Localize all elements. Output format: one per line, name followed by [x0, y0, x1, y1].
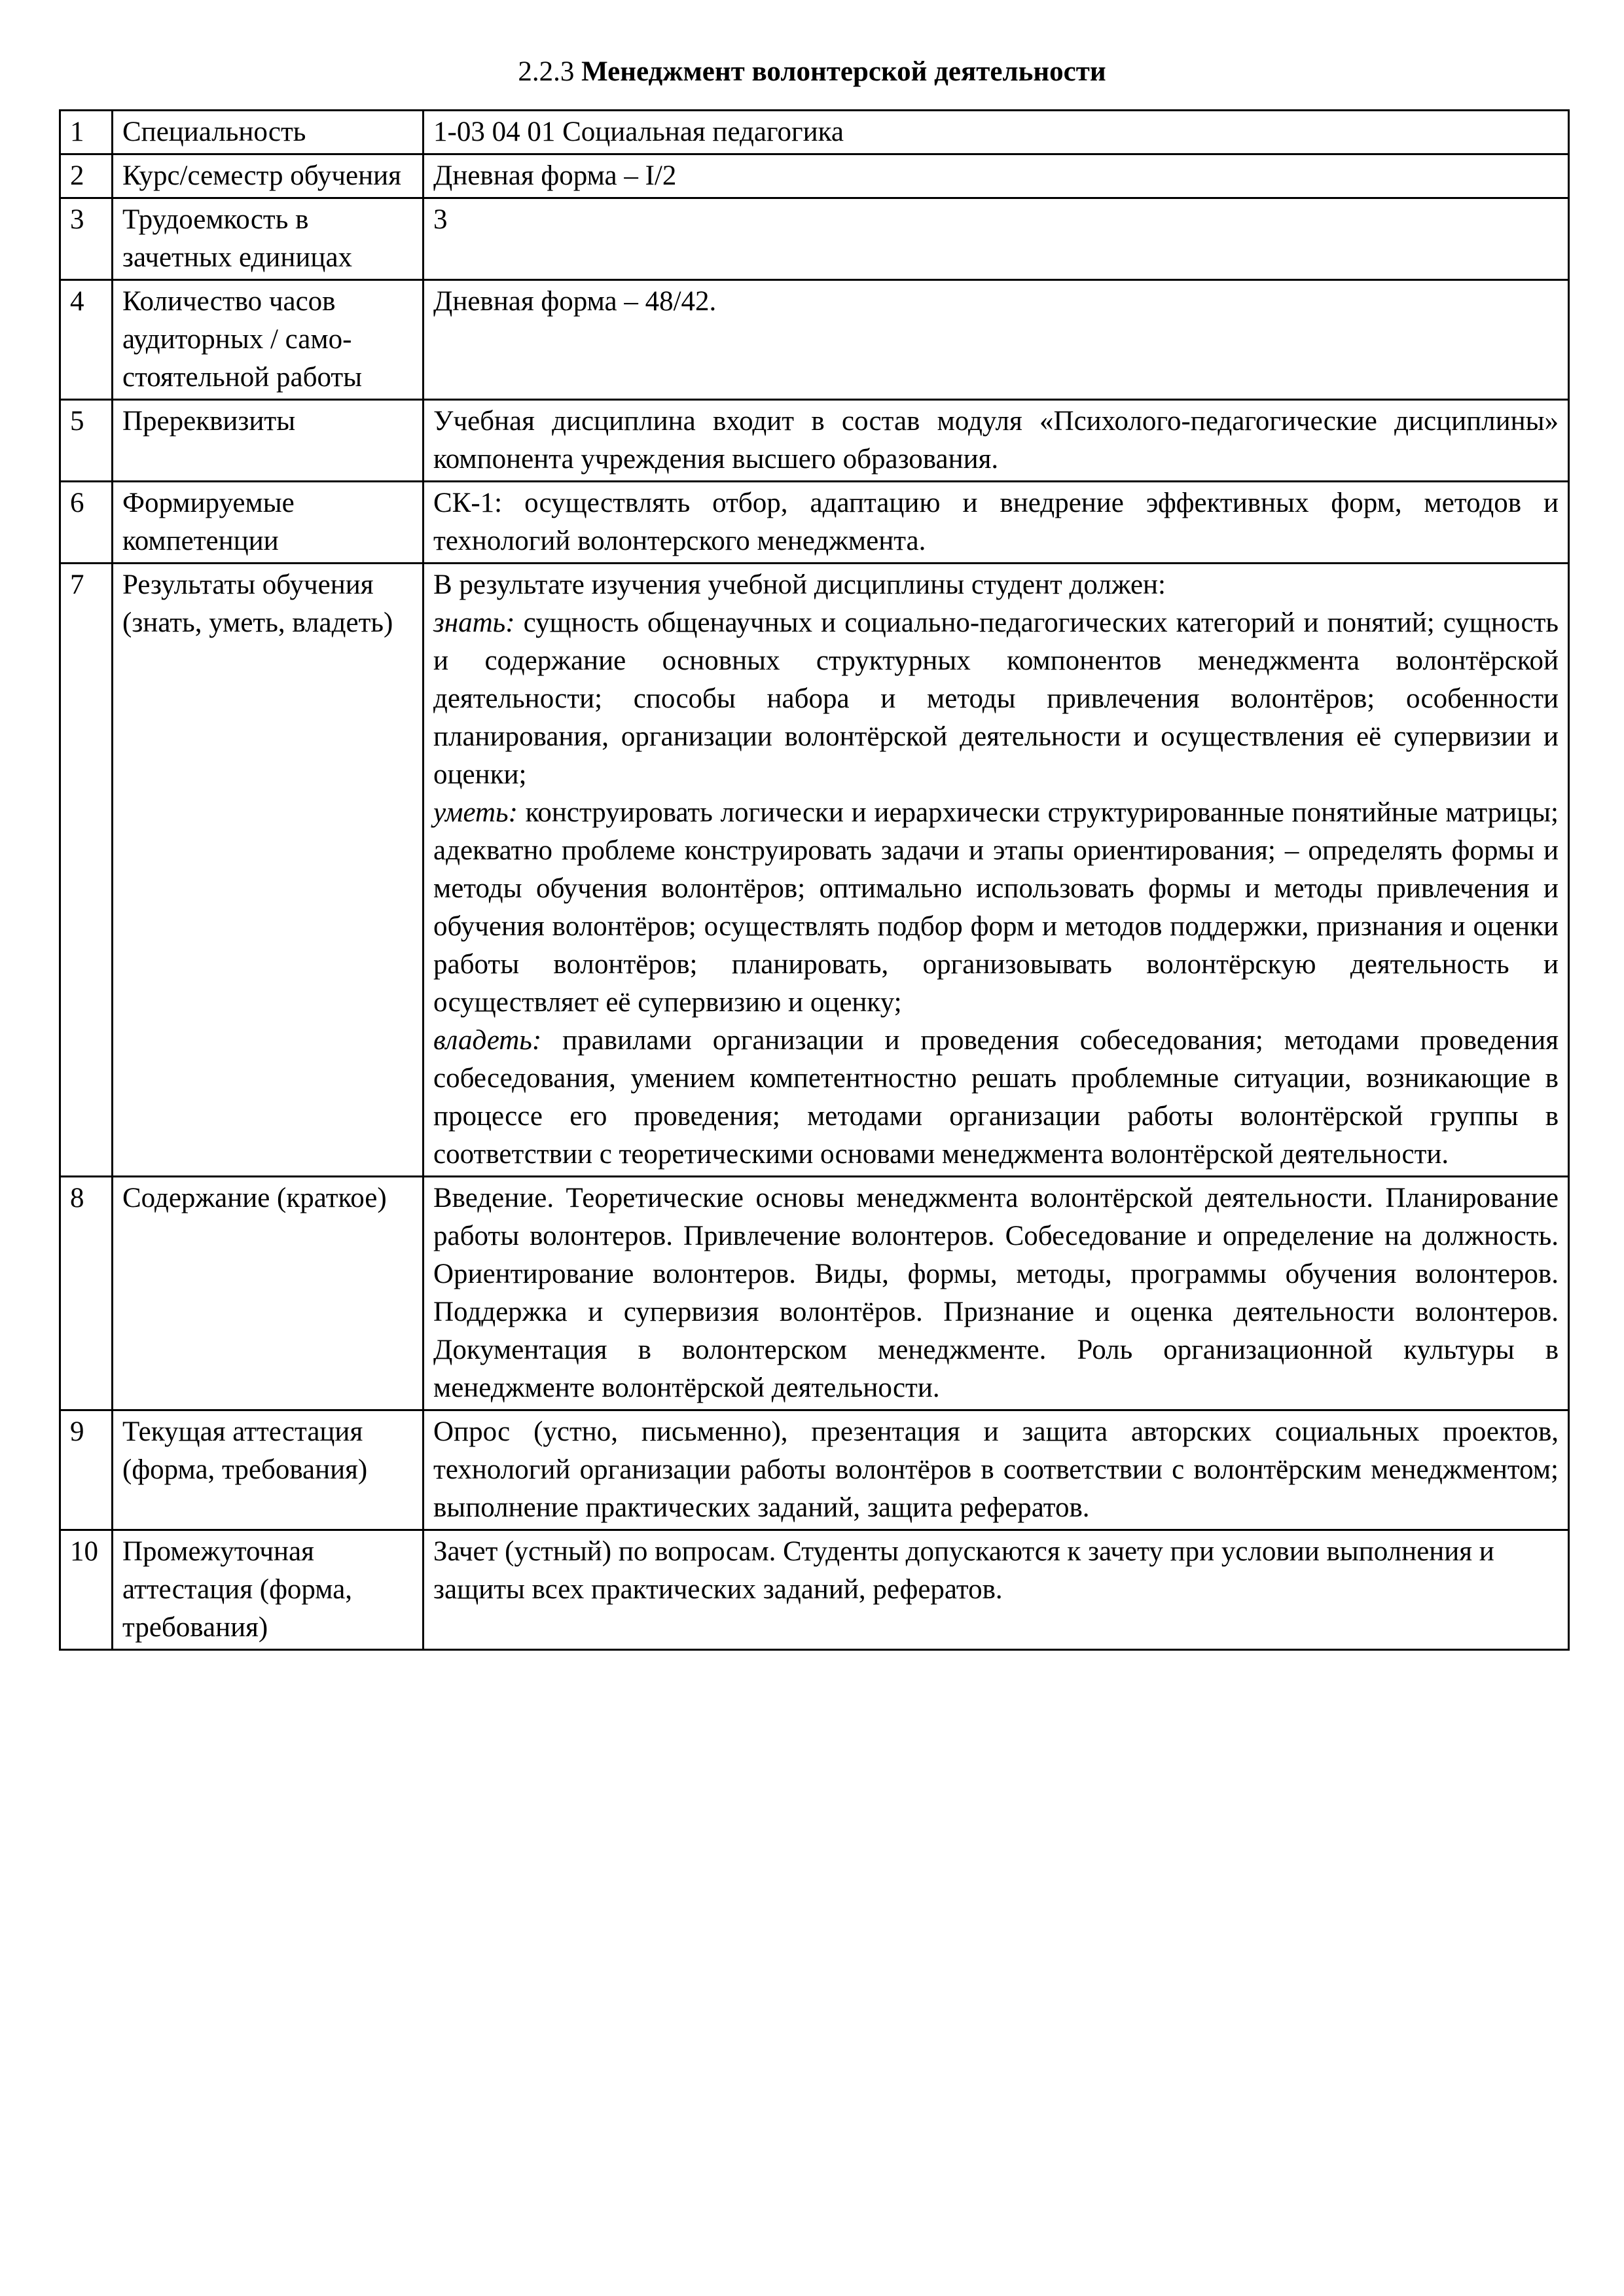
table-row [60, 1177, 1569, 1410]
row-label: Трудоемкость в зачетных единицах [113, 198, 424, 280]
table-row [60, 400, 1569, 482]
row-value: Опрос (устно, письменно), презентация и защита авторских социальных проектов, технологий организации работы волонтёров в соответствии с волонтёрским менеджментом; выполнение практических заданий, защита рефератов. [424, 1410, 1569, 1530]
row-value: Зачет (устный) по вопросам. Студенты допускаются к зачету при условии выполнения и защиты всех практических заданий, рефератов. [424, 1530, 1569, 1650]
row-number: 2 [60, 154, 113, 198]
own-text: правилами организации и проведения собеседования; методами проведения собеседования, умением компетентностно решать проблемные ситуации, возникающие в процессе его проведения; методами организации работы волонтёрской группы в соответствии с теоретическими основами менеджмента волонтёрской деятельности. [433, 1025, 1559, 1170]
row-label: Текущая аттестация (форма, требования) [113, 1410, 424, 1530]
row-value: 1-03 04 01 Социальная педагогика [424, 111, 1569, 154]
table-row [60, 154, 1569, 198]
row-value: Дневная форма – I/2 [424, 154, 1569, 198]
row-number: 4 [60, 280, 113, 400]
row-label: Количество часов аудиторных / само-стоятельной работы [113, 280, 424, 400]
can-label: уметь: [433, 797, 518, 828]
row-value: СК-1: осуществлять отбор, адаптацию и внедрение эффективных форм, методов и технологий волонтерского менеджмента. [424, 482, 1569, 564]
section-title: Менеджмент волонтерской деятельности [581, 56, 1106, 87]
row-number: 5 [60, 400, 113, 482]
table-row [60, 111, 1569, 154]
table-row [60, 198, 1569, 280]
own-label: владеть: [433, 1025, 542, 1056]
row-label: Промежуточная аттестация (форма, требования) [113, 1530, 424, 1650]
row-number: 6 [60, 482, 113, 564]
table-row [60, 482, 1569, 564]
table-row [60, 1410, 1569, 1530]
can-text: конструировать логически и иерархически структурированные понятийные матрицы; адекватно проблеме конструировать задачи и этапы ориентирования; – определять формы и методы обучения волонтёров; оптимально использовать формы и методы привлечения и обучения волонтёров; осуществлять подбор форм и методов поддержки, признания и оценки работы волонтёров; планировать, организовывать волонтёрскую деятельность и осуществляет её супервизию и оценку; [433, 797, 1559, 1018]
know-label: знать: [433, 607, 515, 638]
row-value: 3 [424, 198, 1569, 280]
results-own [433, 1022, 1559, 1174]
page-heading [0, 52, 1624, 92]
row-label: Курс/семестр обучения [113, 154, 424, 198]
row-label: Результаты обучения (знать, уметь, владеть) [113, 564, 424, 1177]
results-know [433, 604, 1559, 794]
row-number: 10 [60, 1530, 113, 1650]
row-value: Учебная дисциплина входит в состав модуля «Психолого-педагогические дисциплины» компонента учреждения высшего образования. [424, 400, 1569, 482]
row-value: Дневная форма – 48/42. [424, 280, 1569, 400]
table-row [60, 280, 1569, 400]
row-number: 8 [60, 1177, 113, 1410]
row-label: Содержание (краткое) [113, 1177, 424, 1410]
row-number: 3 [60, 198, 113, 280]
row-value-results [424, 564, 1569, 1177]
table-row [60, 1530, 1569, 1650]
row-number: 7 [60, 564, 113, 1177]
section-number: 2.2.3 [518, 56, 575, 87]
know-text: сущность общенаучных и социально-педагогических категорий и понятий; сущность и содержание основных структурных компонентов менеджмента волонтёрской деятельности; способы набора и методы привлечения волонтёров; особенности планирования, организации волонтёрской деятельности и осуществления её супервизии и оценки; [433, 607, 1559, 790]
results-can [433, 794, 1559, 1022]
row-value: Введение. Теоретические основы менеджмента волонтёрской деятельности. Планирование работы волонтеров. Привлечение волонтеров. Собеседование и определение на должность. Ориентирование волонтеров. Виды, формы, методы, программы обучения волонтеров. Поддержка и супервизия волонтёров. Признание и оценка деятельности волонтеров. Документация в волонтерском менеджменте. Роль организационной культуры в менеджменте волонтёрской деятельности. [424, 1177, 1569, 1410]
row-label: Формируемые компетенции [113, 482, 424, 564]
table-row [60, 564, 1569, 1177]
row-number: 9 [60, 1410, 113, 1530]
results-intro: В результате изучения учебной дисциплины студент должен: [433, 569, 1166, 600]
discipline-table [59, 109, 1570, 1651]
row-label: Специальность [113, 111, 424, 154]
row-number: 1 [60, 111, 113, 154]
row-label: Пререквизиты [113, 400, 424, 482]
